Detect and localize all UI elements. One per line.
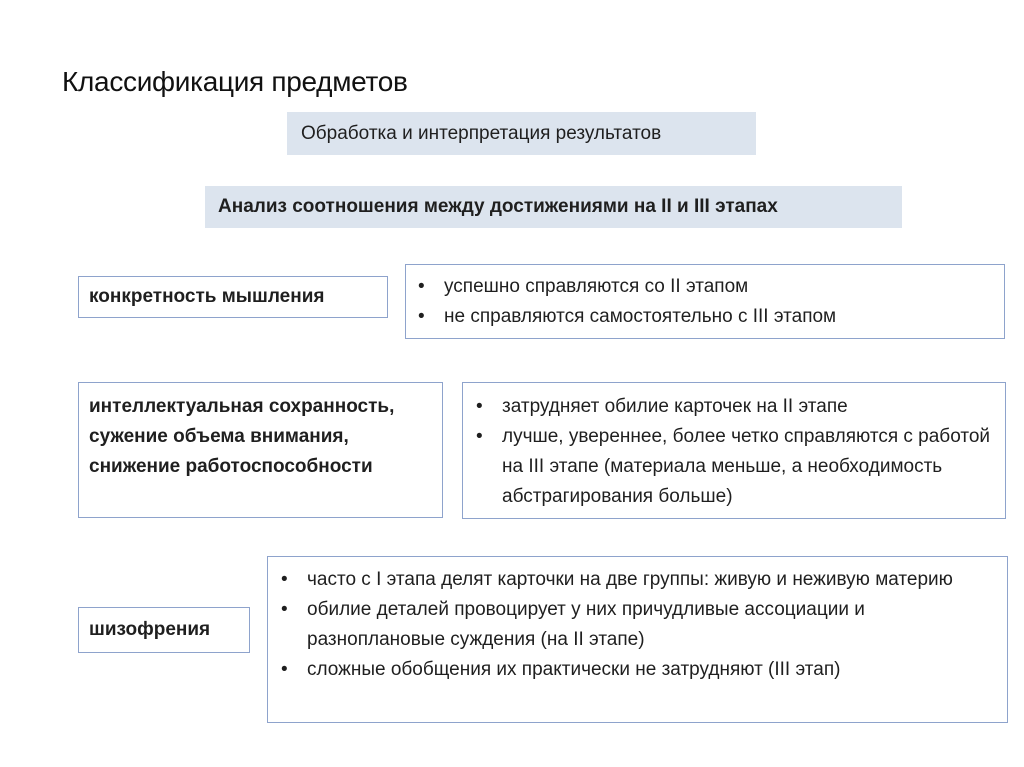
bullet-item: [275, 595, 1001, 655]
processing-banner: Обработка и интерпретация результатов: [287, 112, 756, 155]
bullet-icon: •: [281, 659, 288, 680]
bullet-item: [412, 272, 998, 302]
category-bullets-schizophrenia: [267, 556, 1008, 723]
bullet-item: [470, 422, 999, 512]
category-label-concrete-thinking: конкретность мышления: [78, 276, 388, 318]
analysis-banner: Анализ соотношения между достижениями на II и III этапах: [205, 186, 902, 228]
bullet-item: [275, 565, 1001, 595]
category-label-schizophrenia: шизофрения: [78, 607, 250, 653]
bullet-item: [275, 655, 1001, 685]
category-bullets-concrete-thinking: [405, 264, 1005, 339]
bullet-text: часто с I этапа делят карточки на две группы: живую и неживую материю: [307, 569, 953, 590]
bullet-icon: •: [281, 599, 288, 620]
bullet-icon: •: [476, 396, 483, 417]
bullet-item: [412, 302, 998, 332]
bullet-item: [470, 392, 999, 422]
bullet-icon: •: [476, 426, 483, 447]
bullet-text: успешно справляются со II этапом: [444, 276, 749, 297]
slide-title: Классификация предметов: [62, 66, 408, 97]
bullet-text: лучше, увереннее, более четко справляются с работой на III этапе (материала меньше, а необходимость абстрагирования больше): [502, 426, 991, 507]
bullet-icon: •: [418, 306, 425, 327]
bullet-icon: •: [281, 569, 288, 590]
bullet-text: затрудняет обилие карточек на II этапе: [502, 396, 848, 417]
bullet-icon: •: [418, 276, 425, 297]
category-bullets-intellectual-preservation: [462, 382, 1006, 519]
bullet-text: не справляются самостоятельно с III этапом: [444, 306, 837, 327]
bullet-text: сложные обобщения их практически не затрудняют (III этап): [307, 659, 841, 680]
bullet-text: обилие деталей провоцирует у них причудливые ассоциации и разноплановые суждения (на II этапе): [307, 599, 865, 650]
category-label-intellectual-preservation: интеллектуальная сохранность, сужение объема внимания, снижение работоспособности: [78, 382, 443, 518]
